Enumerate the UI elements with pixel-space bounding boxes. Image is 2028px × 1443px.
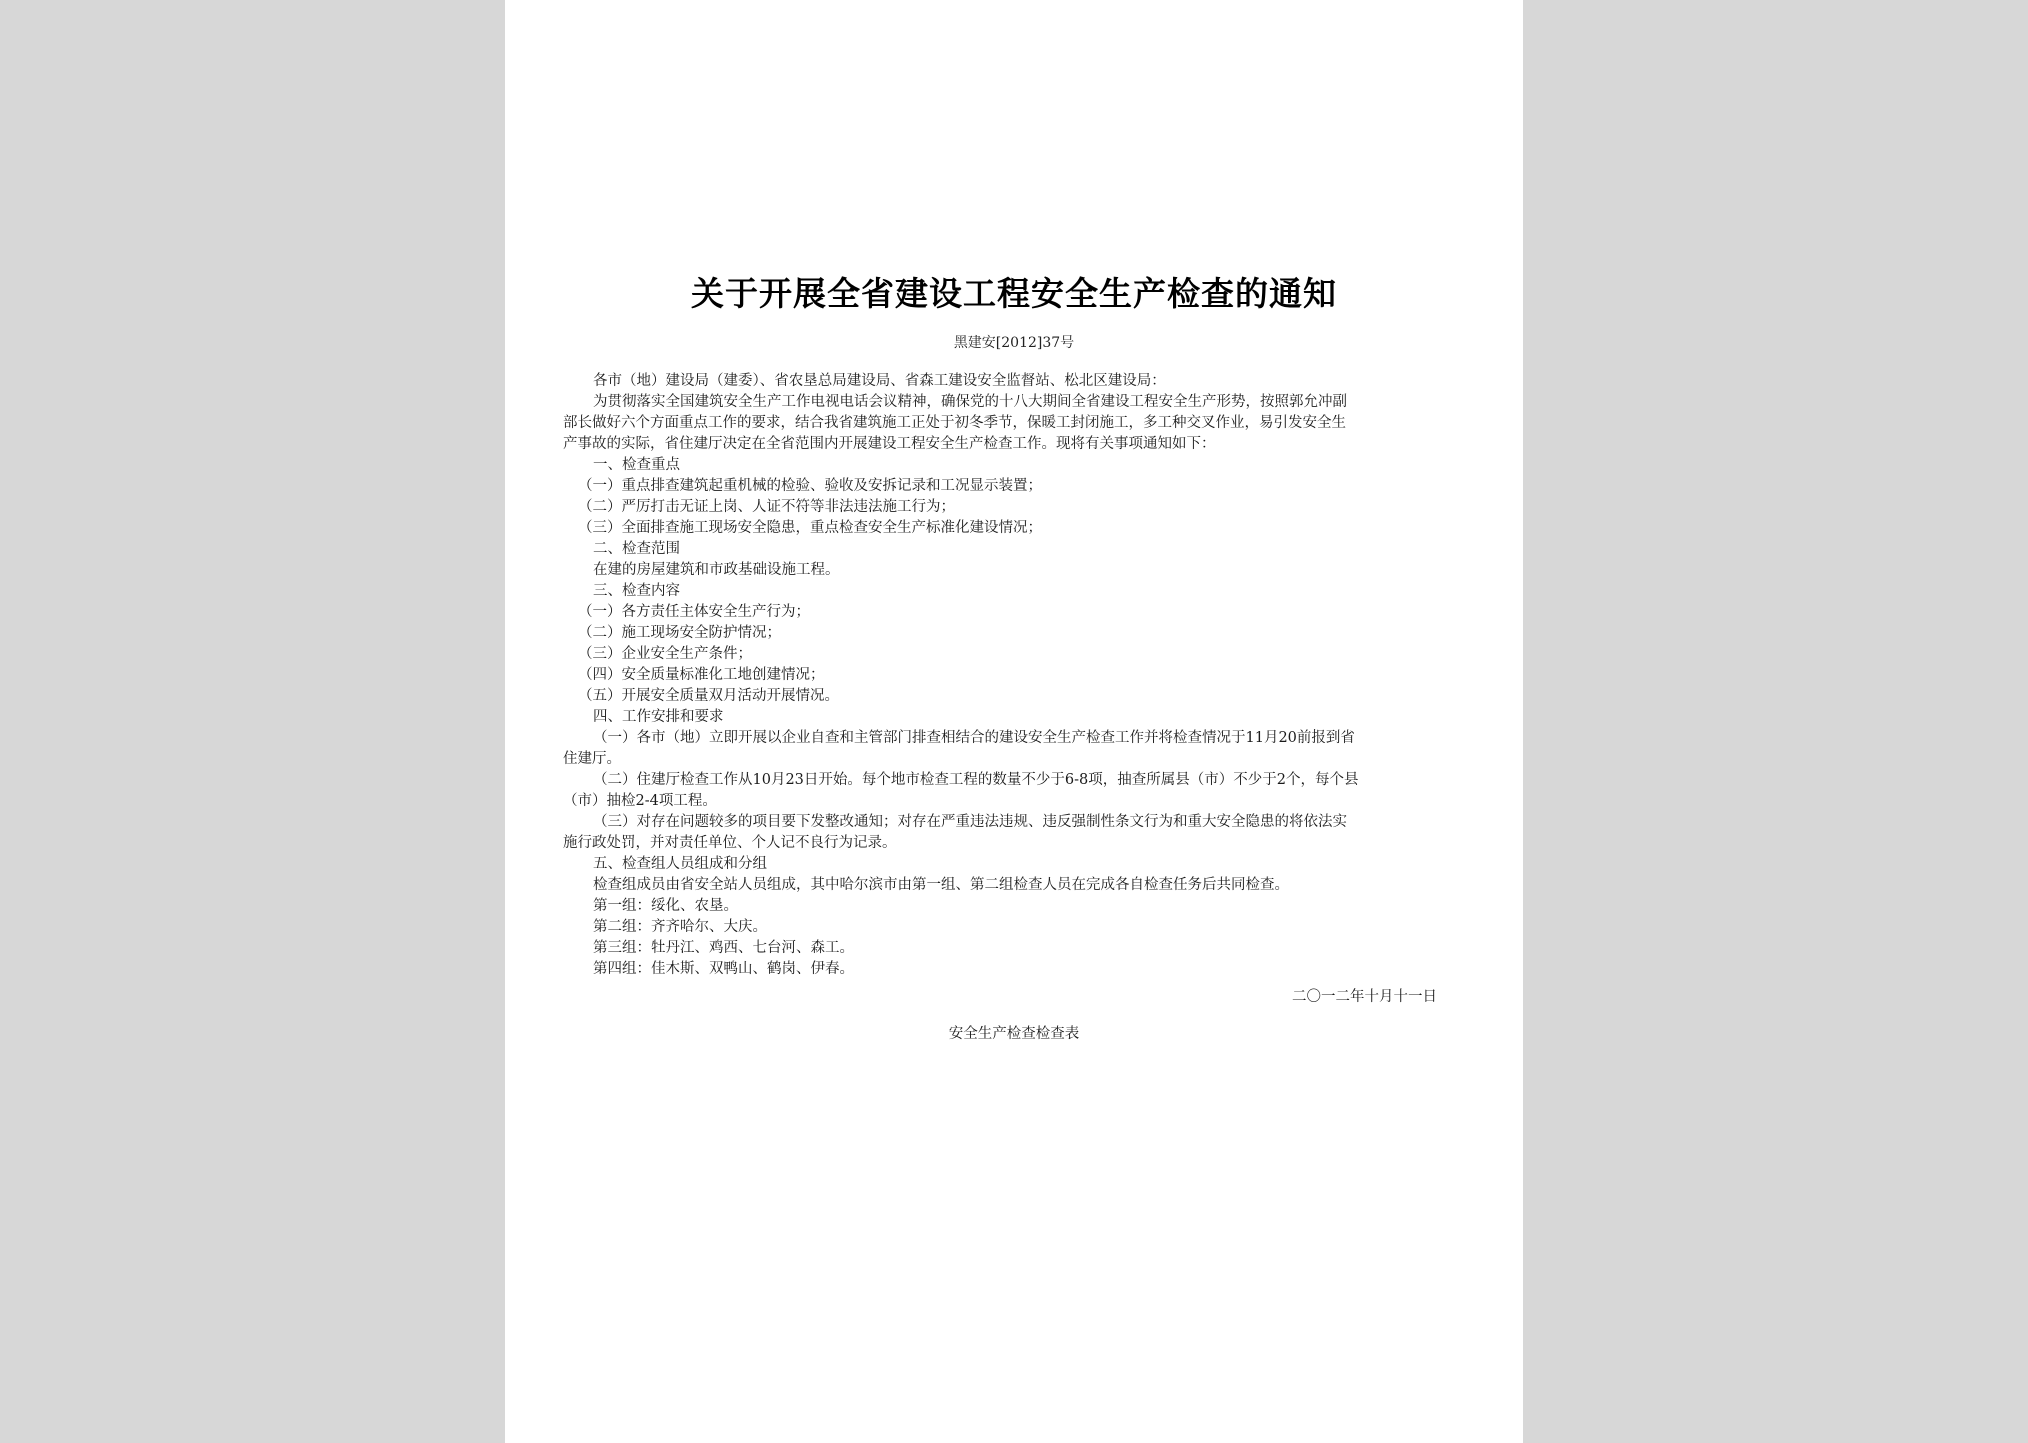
body-line: 第三组：牡丹江、鸡西、七台河、森工。 — [593, 940, 854, 956]
page-title: 关于开展全省建设工程安全生产检查的通知 — [691, 274, 1337, 313]
body-line: （一）各方责任主体安全生产行为； — [578, 604, 810, 620]
body-line: 一、检查重点 — [593, 457, 680, 473]
body-line: 第四组：佳木斯、双鸭山、鹤岗、伊春。 — [593, 961, 854, 977]
body-line: 部长做好六个方面重点工作的要求，结合我省建筑施工正处于初冬季节，保暖工封闭施工，多工种交叉作业，易引发安全生 — [563, 415, 1346, 431]
body-line: （五）开展安全质量双月活动开展情况。 — [578, 688, 839, 704]
body-line: 第二组：齐齐哈尔、大庆。 — [593, 919, 767, 935]
body-line: （二）住建厅检查工作从10月23日开始。每个地市检查工程的数量不少于6-8项，抽查所属县（市）不少于2个，每个县 — [593, 772, 1359, 788]
body-line: 四、工作安排和要求 — [593, 709, 724, 725]
body-line: 五、检查组人员组成和分组 — [593, 856, 767, 872]
attachment-title: 安全生产检查检查表 — [948, 1026, 1080, 1042]
body-line: （二）施工现场安全防护情况； — [578, 625, 781, 641]
document-date: 二〇一二年十月十一日 — [1292, 989, 1437, 1005]
body-line: 住建厅。 — [563, 751, 621, 767]
body-line: 检查组成员由省安全站人员组成，其中哈尔滨市由第一组、第二组检查人员在完成各自检查任务后共同检查。 — [593, 877, 1289, 893]
body-line: 施行政处罚，并对责任单位、个人记不良行为记录。 — [563, 835, 897, 851]
body-line: （市）抽检2-4项工程。 — [563, 793, 717, 809]
body-line: 第一组：绥化、农垦。 — [593, 898, 738, 914]
body-line: 产事故的实际，省住建厅决定在全省范围内开展建设工程安全生产检查工作。现将有关事项通知如下： — [563, 436, 1216, 452]
document-number: 黑建安[2012]37号 — [953, 335, 1075, 351]
body-line: （一）重点排查建筑起重机械的检验、验收及安拆记录和工况显示装置； — [578, 478, 1042, 494]
document-page — [505, 0, 1523, 1443]
body-line: （一）各市（地）立即开展以企业自查和主管部门排查相结合的建设安全生产检查工作并将检查情况于11月20前报到省 — [593, 730, 1355, 746]
body-line: 各市（地）建设局（建委）、省农垦总局建设局、省森工建设安全监督站、松北区建设局： — [593, 373, 1166, 389]
body-line: （三）对存在问题较多的项目要下发整改通知；对存在严重违法违规、违反强制性条文行为和重大安全隐患的将依法实 — [593, 814, 1347, 830]
body-line: （四）安全质量标准化工地创建情况； — [578, 667, 825, 683]
body-line: （二）严厉打击无证上岗、人证不符等非法违法施工行为； — [578, 499, 955, 515]
document-body — [563, 371, 1465, 980]
body-line: （三）企业安全生产条件； — [578, 646, 752, 662]
body-line: 三、检查内容 — [593, 583, 680, 599]
body-line: 为贯彻落实全国建筑安全生产工作电视电话会议精神，确保党的十八大期间全省建设工程安全生产形势，按照郭允冲副 — [593, 394, 1347, 410]
body-line: 在建的房屋建筑和市政基础设施工程。 — [593, 562, 840, 578]
body-line: （三）全面排查施工现场安全隐患，重点检查安全生产标准化建设情况； — [578, 520, 1042, 536]
body-line: 二、检查范围 — [593, 541, 680, 557]
